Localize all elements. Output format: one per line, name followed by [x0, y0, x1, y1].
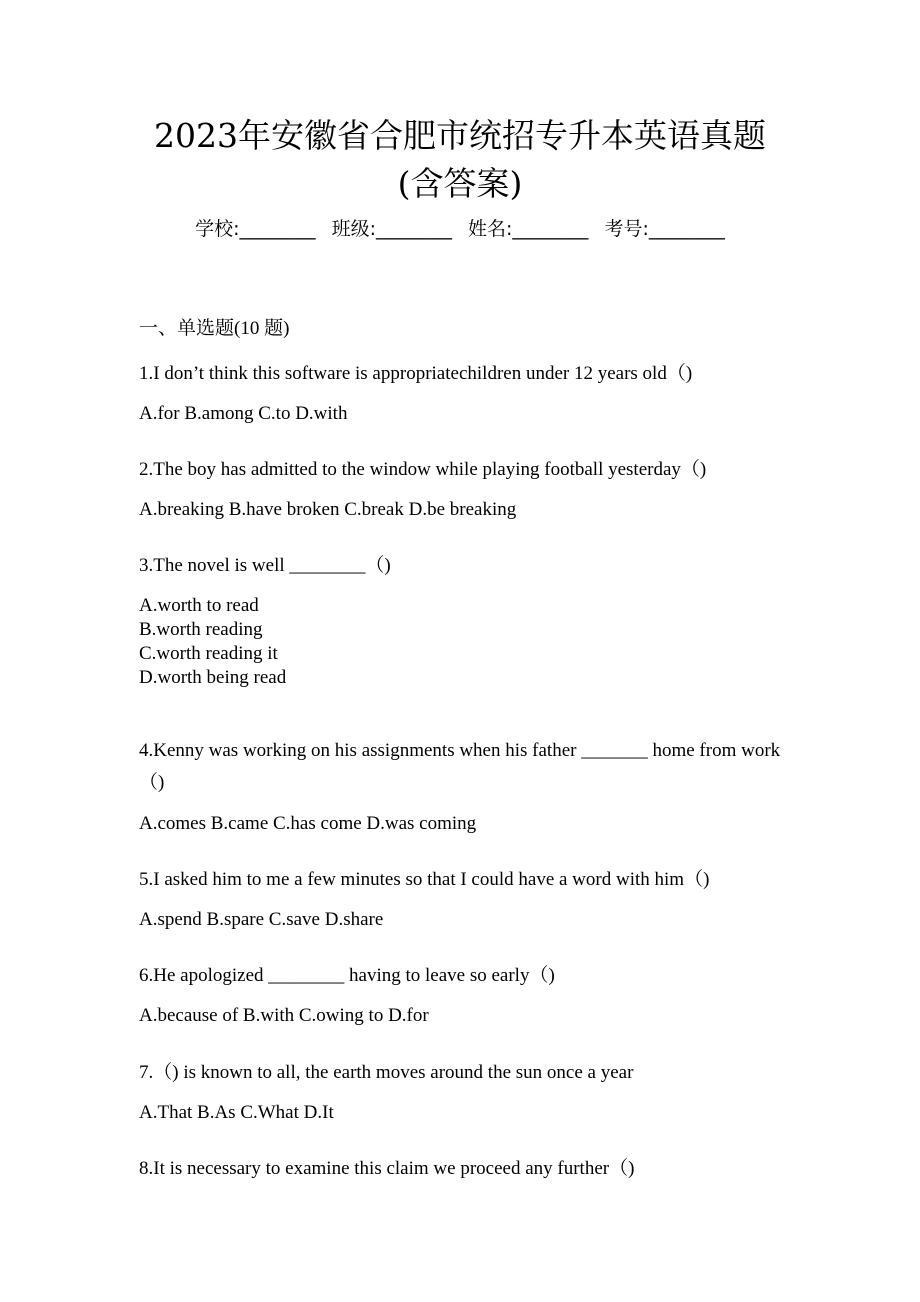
class-field: 班级:________ — [331, 218, 452, 240]
question-7-stem: 7.（) is known to all, the earth moves around the sun once a year — [139, 1062, 634, 1083]
question-5-options: A.spend B.spare C.save D.share — [139, 909, 384, 930]
question-7-options: A.That B.As C.What D.It — [139, 1102, 334, 1123]
question-4-stem: 4.Kenny was working on his assignments when his father _______ home from work（) — [139, 740, 781, 793]
question-2-stem: 2.The boy has admitted to the window while playing football yesterday（) — [139, 459, 707, 480]
question-2-options: A.breaking B.have broken C.break D.be breaking — [139, 499, 517, 520]
question-6-options: A.because of B.with C.owing to D.for — [139, 1005, 429, 1026]
name-field: 姓名:________ — [468, 218, 589, 240]
question-1-stem: 1.I don’t think this software is appropriatechildren under 12 years old（) — [139, 363, 693, 384]
student-info-line — [0, 214, 920, 244]
document-subtitle: (含答案) — [397, 164, 523, 203]
question-3-option-a: A.worth to read — [139, 595, 259, 616]
section-heading: 一、单选题(10 题) — [139, 318, 290, 339]
question-3-option-c: C.worth reading it — [139, 643, 278, 664]
question-1-options: A.for B.among C.to D.with — [139, 403, 348, 424]
exam-number-field: 考号:________ — [604, 218, 725, 240]
question-4-options: A.comes B.came C.has come D.was coming — [139, 813, 477, 834]
question-8-stem: 8.It is necessary to examine this claim we proceed any further（) — [139, 1158, 635, 1179]
school-field: 学校:________ — [195, 218, 316, 240]
question-5-stem: 5.I asked him to me a few minutes so that I could have a word with him（) — [139, 869, 710, 890]
question-3-stem: 3.The novel is well ________（) — [139, 555, 391, 576]
question-3-option-b: B.worth reading — [139, 619, 263, 640]
question-6-stem: 6.He apologized ________ having to leave so early（) — [139, 965, 555, 986]
document-title: 2023年安徽省合肥市统招专升本英语真题 — [154, 116, 766, 155]
question-3-option-d: D.worth being read — [139, 667, 287, 688]
